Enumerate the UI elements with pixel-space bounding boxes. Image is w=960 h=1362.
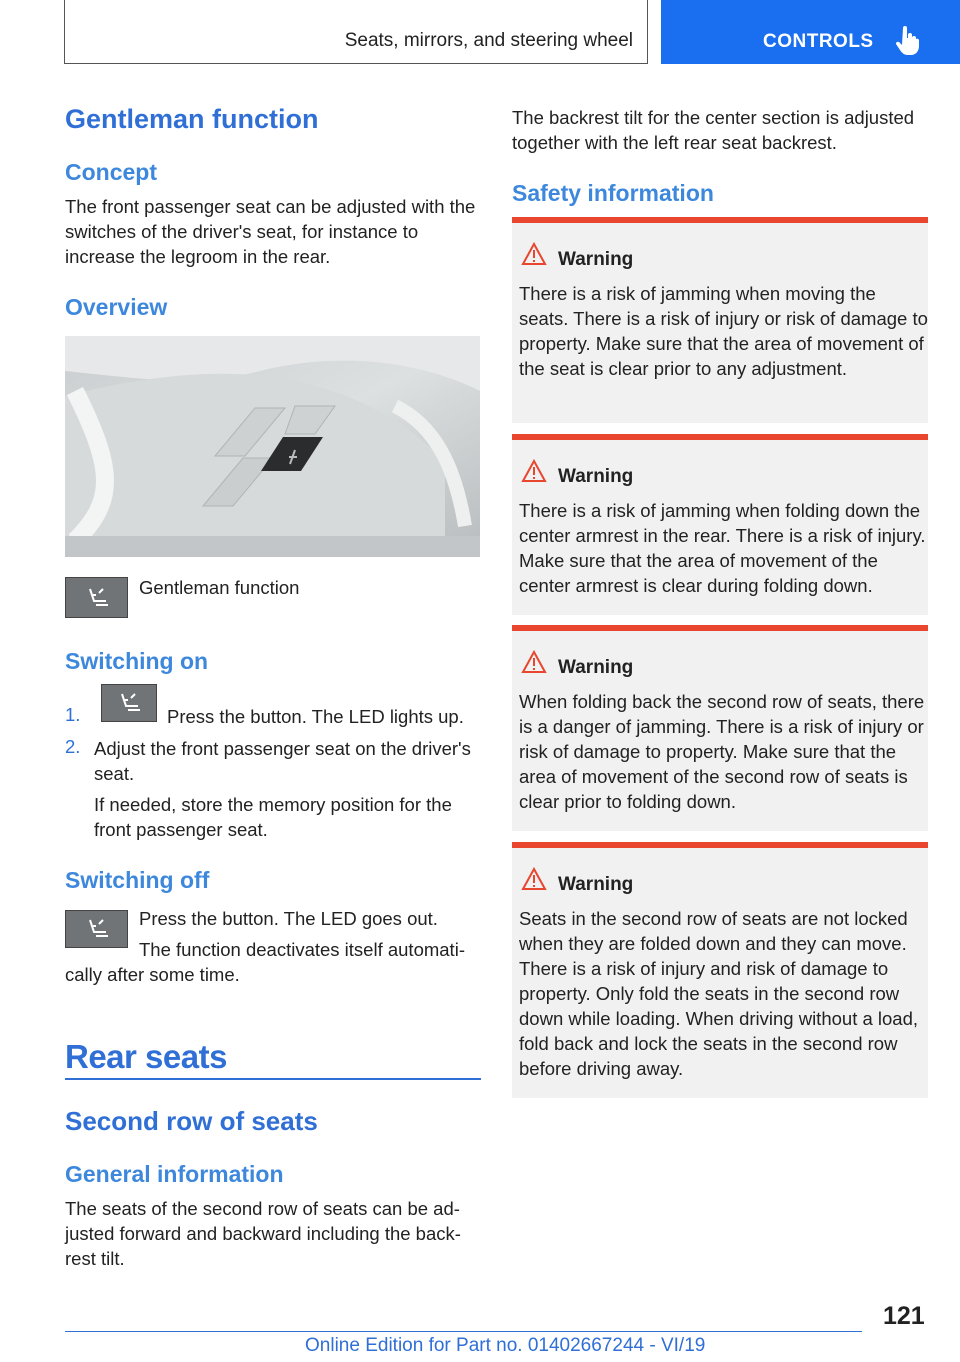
concept-heading: Concept — [65, 159, 157, 185]
footer-edition: Online Edition for Part no. 01402667244 - VI/19 — [305, 1335, 706, 1356]
header-section-title: Seats, mirrors, and steering wheel — [344, 30, 633, 51]
second-row-heading: Second row of seats — [65, 1106, 318, 1136]
warning-triangle-icon — [521, 459, 547, 483]
warning-box — [512, 625, 928, 831]
warning-title: Warning — [558, 466, 634, 487]
step-number: 2. — [65, 736, 81, 757]
warning-title: Warning — [558, 874, 634, 895]
footer-rule — [65, 1331, 862, 1332]
backrest-intro-text: The backrest tilt for the center section is adjusted together with the left rear seat backrest. — [512, 107, 915, 153]
general-info-heading: General information — [65, 1161, 284, 1187]
seat-button-icon — [117, 692, 141, 714]
warning-triangle-icon — [521, 867, 547, 891]
seat-button-icon — [85, 587, 109, 609]
rear-seats-heading: Rear seats — [65, 1038, 227, 1075]
safety-info-heading: Safety information — [512, 180, 714, 206]
warning-text: When folding back the second row of seats, there is a danger of jamming. There is a risk of injury or risk of damage to property. Make sure that the area of movement of the second row of seats is clear prior to folding down. — [519, 691, 925, 812]
gentleman-function-title: Gentleman function — [65, 104, 319, 134]
header-chapter-title: CONTROLS — [763, 31, 874, 52]
step-number: 1. — [65, 704, 81, 725]
concept-text: The front passenger seat can be adjusted with the switches of the driver's seat, for instance to increase the legroom in the rear. — [65, 196, 476, 267]
warning-box — [512, 434, 928, 615]
warning-box — [512, 217, 928, 423]
pointing-hand-icon — [896, 26, 920, 56]
general-info-text: The seats of the second row of seats can be adjusted forward and backward including the backrest tilt. — [65, 1198, 461, 1269]
step-text: Press the button. The LED lights up. — [167, 706, 464, 727]
overview-heading: Overview — [65, 294, 168, 320]
step-text: Adjust the front passenger seat on the driver's seat. — [94, 738, 471, 784]
warning-text: Seats in the second row of seats are not locked when they are folded down and they can move. There is a risk of injury and risk of damage to property. Only fold the seats in the second row down while loading. When driving without a load, fold back and lock the seats in the second row before driving away. — [519, 908, 919, 1079]
warning-title: Warning — [558, 657, 634, 678]
switching-off-heading: Switching off — [65, 867, 210, 893]
header-section-box — [64, 0, 648, 64]
header-chapter-tab[interactable] — [661, 0, 960, 64]
warning-title: Warning — [558, 249, 634, 270]
overview-photo — [65, 336, 480, 557]
page-number: 121 — [883, 1302, 925, 1330]
switching-on-heading: Switching on — [65, 648, 209, 674]
warning-triangle-icon — [521, 242, 547, 266]
switch-off-text: Press the button. The LED goes out. — [139, 908, 438, 929]
warning-triangle-icon — [521, 650, 547, 674]
step1-button-image — [101, 684, 157, 722]
warning-text: There is a risk of jamming when moving the seats. There is a risk of injury or risk of damage to property. Make sure that the area of movement of the seat is clear prior to any adjustment. — [519, 283, 928, 379]
step2-note: If needed, store the memory position for the front passenger seat. — [94, 794, 452, 840]
warning-box — [512, 842, 928, 1098]
warning-text: There is a risk of jamming when folding down the center armrest in the rear. There is a risk of injury. Make sure that the area of movement of the center armrest is clear during folding down. — [519, 500, 926, 596]
gentleman-button-image — [65, 577, 128, 618]
section-rule — [65, 1078, 481, 1080]
switch-off-note: The function deactivates itself automatically after some time. — [65, 939, 465, 985]
overview-caption: Gentleman function — [139, 577, 300, 598]
